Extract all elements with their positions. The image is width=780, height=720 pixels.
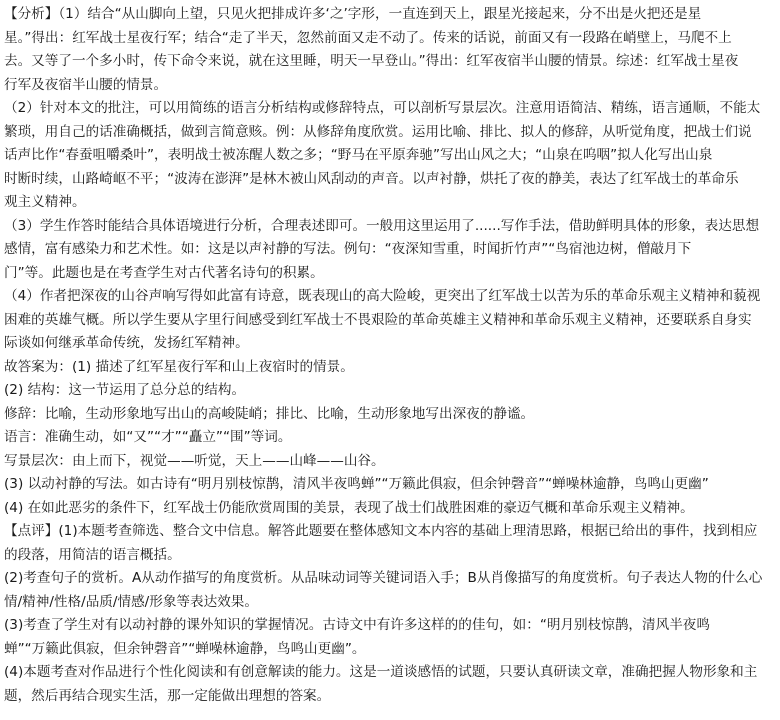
text-line: 【分析】（1）结合“从山脚向上望，只见火把排成许多‘之’字形，一直连到天上，跟星光接起来，分不出是火把还是星 xyxy=(4,6,702,22)
text-line: (4)本题考查对作品进行个性化阅读和有创意解读的能力。这是一道谈感悟的试题，只要认真研读文章，准确把握人物形象和主 xyxy=(4,664,758,680)
text-line: 行军及夜宿半山腰的情景。 xyxy=(4,76,168,93)
text-line: 繁琐，用自己的话准确概括，做到言简意赅。例：从修辞角度欣赏。运用比喻、排比、拟人的修辞，从听觉角度，把战士们说 xyxy=(4,123,752,140)
text-line: （3）学生作答时能结合具体语境进行分析，合理表述即可。一般用这里运用了......写作手法，借助鲜明具体的形象，表达思想 xyxy=(4,217,760,234)
text-line: 语言：准确生动，如“又”“才”“矗立”“围”等词。 xyxy=(4,429,292,445)
text-line: 修辞：比喻，生动形象地写出山的高峻陡峭；排比、比喻，生动形象地写出深夜的静谧。 xyxy=(4,405,535,422)
text-line: (2)考查句子的赏析。A从动作描写的角度赏析。从品味动词等关键词语入手；B从肖像描写的角度赏析。句子表达人物的什么心 xyxy=(4,570,763,586)
text-line: 困难的英雄气概。所以学生要从字里行间感受到红军战士不畏艰险的革命英雄主义精神和革命乐观主义精神，还要联系自身实 xyxy=(4,311,752,328)
answer-analysis-text xyxy=(4,3,776,708)
text-line: （2）针对本文的批注，可以用简练的语言分析结构或修辞特点，可以剖析写景层次。注意用语简洁、精练，语言通顺，不能太 xyxy=(4,100,761,116)
text-line: 去。又等了一个多小时，传下命令来说，就在这里睡，明天一早登山。”得出：红军夜宿半山腰的情景。综述：红军战士星夜 xyxy=(4,53,739,69)
text-line: （4）作者把深夜的山谷声响写得如此富有诗意，既表现山的高大险峻，更突出了红军战士以苦为乐的革命乐观主义精神和藐视 xyxy=(4,288,761,304)
text-line: 观主义精神。 xyxy=(4,194,86,210)
text-line: 蝉”“万籁此俱寂，但余钟磬音”“蝉噪林逾静，鸟鸣山更幽”。 xyxy=(4,640,366,657)
text-line: 话声比作“春蚕咀嚼桑叶”，表明战士被冻醒人数之多；“野马在平原奔驰”写出山风之大；“山泉在呜咽”拟人化写出山泉 xyxy=(4,147,713,163)
text-line: 感情，富有感染力和艺术性。如：这是以声衬静的写法。例句：“夜深知雪重，时闻折竹声”“鸟宿池边树，僧敲月下 xyxy=(4,241,692,257)
text-line: 【点评】(1)本题考查筛选、整合文中信息。解答此题要在整体感知文本内容的基础上理清思路，根据已给出的事件，找到相应 xyxy=(4,523,758,539)
text-line: 写景层次：由上而下，视觉——听觉，天上——山峰——山谷。 xyxy=(4,452,385,469)
text-line: 际谈如何继承革命传统，发扬红军精神。 xyxy=(4,335,249,351)
text-line: 题，然后再结合现实生活，那一定能做出理想的答案。 xyxy=(4,687,331,704)
text-line: (3)考查了学生对有以动衬静的课外知识的掌握情况。古诗文中有许多这样的的佳句，如：“明月别枝惊鹊，清风半夜鸣 xyxy=(4,617,710,633)
text-line: 情/精神/性格/品质/情感/形象等表达效果。 xyxy=(4,593,258,610)
text-line: 门”等。此题也是在考查学生对古代著名诗句的积累。 xyxy=(4,264,324,281)
text-line: (2) 结构：这一节运用了总分总的结构。 xyxy=(4,382,246,398)
text-line: (3) 以动衬静的写法。如古诗有“明月别枝惊鹊，清风半夜鸣蝉”“万籁此俱寂，但余钟磬音”“蝉噪林逾静，鸟鸣山更幽” xyxy=(4,476,709,492)
text-line: 的段落，用简洁的语言概括。 xyxy=(4,546,181,563)
text-line: 故答案为：(1) 描述了红军星夜行军和山上夜宿时的情景。 xyxy=(4,358,354,375)
text-line: 星。”得出：红军战士星夜行军；结合“走了半天，忽然前面又走不动了。传来的话说，前面又有一段路在峭壁上，马爬不上 xyxy=(4,29,732,46)
text-line: (4) 在如此恶劣的条件下，红军战士仍能欣赏周围的美景，表现了战士们战胜困难的豪迈气概和革命乐观主义精神。 xyxy=(4,499,694,516)
text-line: 时断时续，山路崎岖不平；“波涛在澎湃”是林木被山风刮动的声音。以声衬静，烘托了夜的静美，表达了红军战士的革命乐 xyxy=(4,170,739,187)
